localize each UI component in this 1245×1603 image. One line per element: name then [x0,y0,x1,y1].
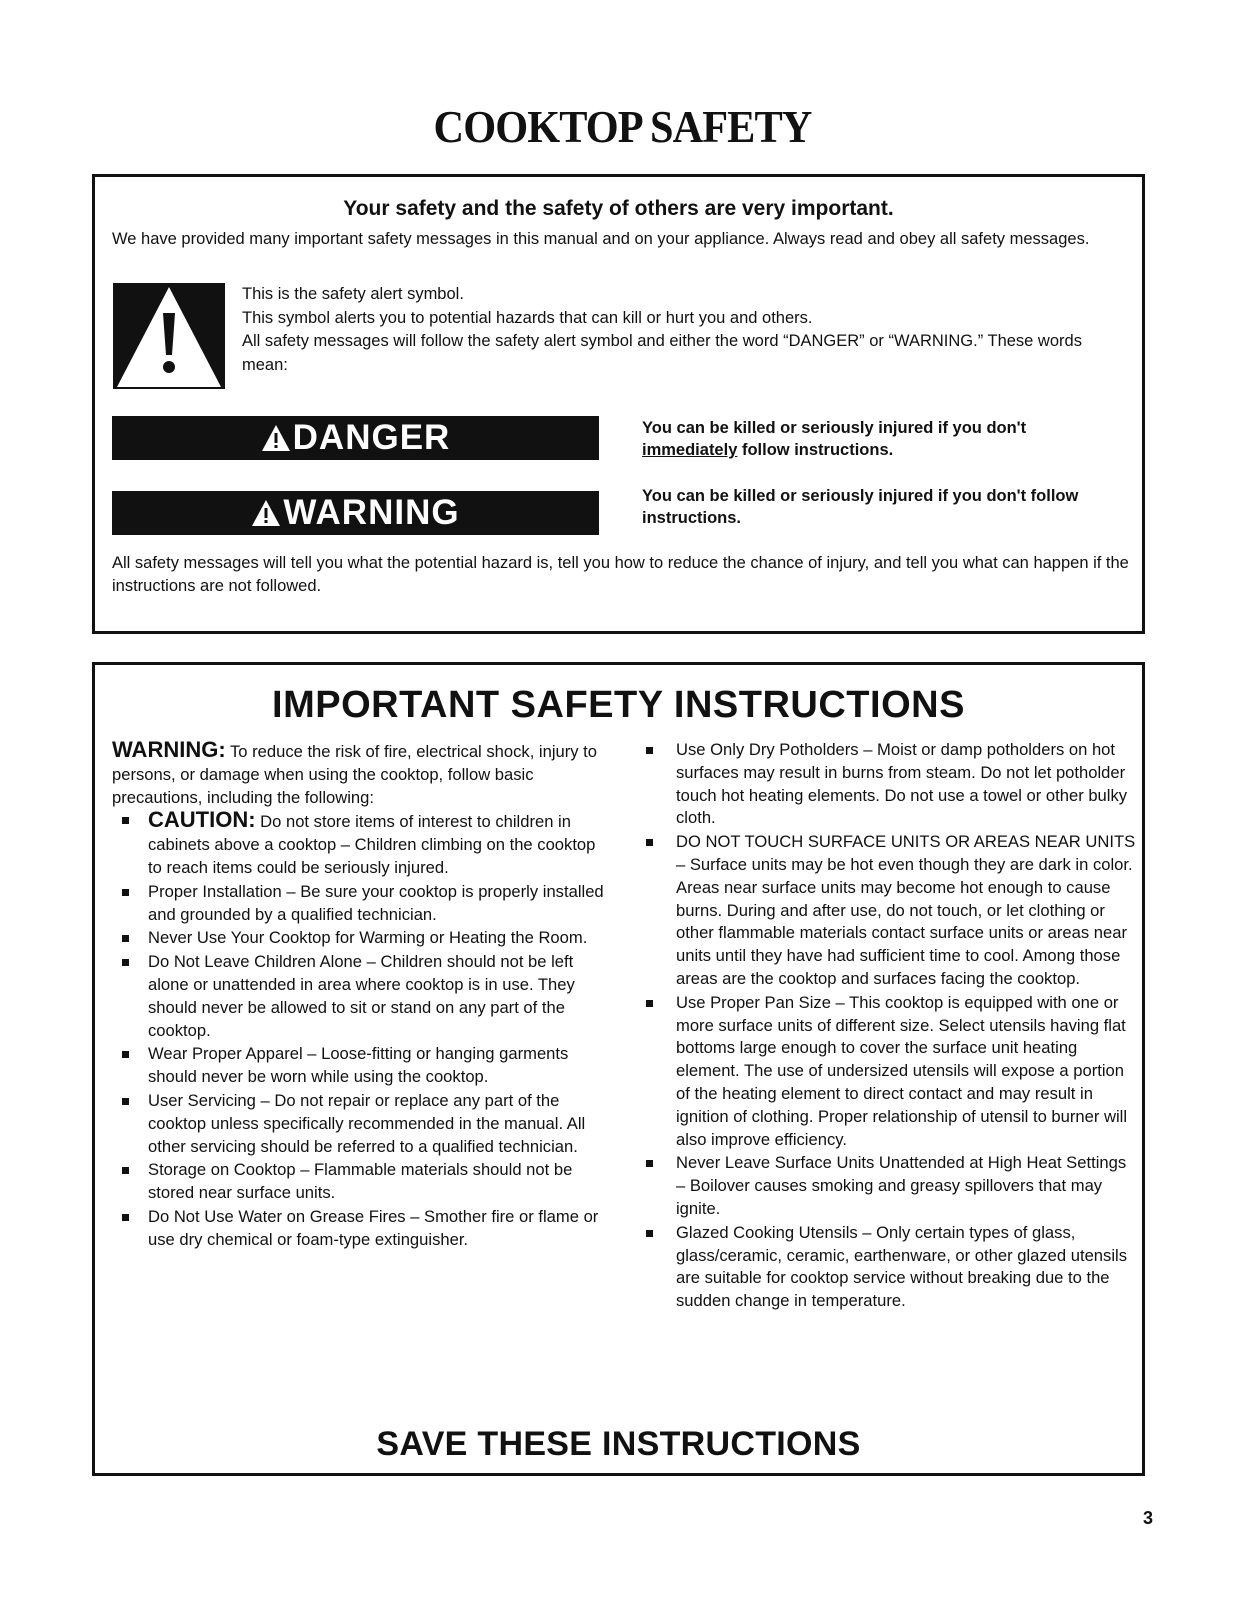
list-item [112,1043,612,1089]
list-item [638,992,1138,1152]
list-item-text: Glazed Cooking Utensils – Only certain types of glass, glass/ceramic, ceramic, earthenware, or other glazed utensils are suitable for cooktop service without breaking due to the sudden change in temperature. [676,1222,1127,1311]
safety-heading: Your safety and the safety of others are very important. [343,197,894,220]
list-item [112,1206,612,1252]
warning-signal-word [112,491,599,535]
list-item [638,1152,1138,1220]
instructions-right-column [638,739,1138,1314]
warning-triangle-icon [251,498,281,528]
bullet-icon [122,817,129,824]
alert-explanation [242,283,1102,377]
list-item [638,831,1138,991]
list-item-text: Do Not Use Water on Grease Fires – Smother fire or flame or use dry chemical or foam-type extinguisher. [148,1206,599,1249]
bullet-icon [122,889,129,896]
safety-alert-icon [113,283,225,389]
danger-text: You can be killed or seriously injured if you don't [642,419,1027,437]
bullet-icon [122,1098,129,1105]
list-item-text: Do Not Leave Children Alone – Children should not be left alone or unattended in area where cooktop is in use. They should never be allowed to sit or stand on any part of the cooktop. [148,952,575,1040]
bullet-icon [122,1051,129,1058]
warning-triangle-icon [261,423,291,453]
alert-line: This symbol alerts you to potential hazards that can kill or hurt you and others. [242,308,813,327]
warning-lead-label: WARNING: [112,737,226,762]
bullet-icon [646,747,653,754]
list-item-text: Use Proper Pan Size – This cooktop is equipped with one or more surface units of different size. Select utensils having flat bottoms large enough to cover the surface unit heating element. The use of undersized utensils will expose a portion of the heating element to direct contact and may result in ignition of clothing. Proper relationship of utensil to burner will also improve efficiency. [676,992,1128,1149]
important-instructions-box [92,662,1145,1476]
right-instruction-list [638,739,1138,1313]
alert-line: All safety messages will follow the safety alert symbol and either the word “DANGER” or “WARNING.” These words mean: [242,332,1082,374]
safety-message-box [92,174,1145,634]
list-item [112,1090,612,1158]
list-item-text: User Servicing – Do not repair or replace any part of the cooktop unless specifically recommended in the manual. All other servicing should be referred to a qualified technician. [148,1090,586,1156]
alert-line: This is the safety alert symbol. [242,285,464,303]
list-item-text: Storage on Cooktop – Flammable materials should not be stored near surface units. [148,1160,573,1203]
bullet-icon [646,1000,653,1007]
list-item [112,927,612,950]
list-item [112,881,612,927]
safety-outro: All safety messages will tell you what the potential hazard is, tell you how to reduce the chance of injury, and tell you what can happen if the instructions are not followed. [112,554,1129,595]
danger-label: DANGER [292,418,451,457]
list-item-text: Use Only Dry Potholders – Moist or damp potholders on hot surfaces may result in burns from steam. Do not let potholder touch hot heating elements. Do not use a towel or other bulky cloth. [676,740,1128,828]
list-item [638,739,1138,830]
list-item [638,1222,1138,1313]
list-item [112,809,612,879]
list-item [112,1159,612,1205]
danger-description [642,417,1132,461]
bullet-icon [122,1167,129,1174]
danger-emphasis: immediately [642,441,738,459]
warning-paragraph [112,739,612,809]
list-item [112,951,612,1042]
bullet-icon [646,839,653,846]
list-item-text: DO NOT TOUCH SURFACE UNITS OR AREAS NEAR UNITS – Surface units may be hot even though they are dark in color. Areas near surface units may become hot enough to cause burns. During and after use, do not touch, or let clothing or other flammable materials contact surface units or areas near units until they have had sufficient time to cool. Among those areas are the cooktop and surfaces facing the cooktop. [676,832,1136,988]
bullet-icon [646,1230,653,1237]
list-item-text: Never Leave Surface Units Unattended at High Heat Settings – Boilover causes smoking and greasy spillovers that may ignite. [676,1153,1127,1218]
warning-lead-text: To reduce the risk of fire, electrical shock, injury to persons, or damage when using the cooktop, follow basic precautions, including the following: [112,742,598,807]
left-instruction-list [112,809,612,1251]
page-title: COOKTOP SAFETY [433,101,812,152]
list-item-text: Never Use Your Cooktop for Warming or Heating the Room. [148,928,588,948]
bullet-icon [122,959,129,966]
list-item-text: Proper Installation – Be sure your cooktop is properly installed and grounded by a qualified technician. [148,881,604,924]
danger-text-end: follow instructions. [737,441,894,459]
instructions-left-column [112,739,612,1253]
caution-text: Do not store items of interest to children in cabinets above a cooktop – Children climbing on the cooktop to reach items could be seriously injured. [148,812,596,877]
bullet-icon [122,1214,129,1221]
warning-description: You can be killed or seriously injured if you don't follow instructions. [642,487,1079,527]
warning-label: WARNING [283,493,460,532]
caution-label: CAUTION: [148,807,256,833]
bullet-icon [122,935,129,942]
instructions-title: IMPORTANT SAFETY INSTRUCTIONS [272,684,965,726]
page-number: 3 [1143,1508,1154,1528]
safety-intro: We have provided many important safety messages in this manual and on your appliance. Always read and obey all safety messages. [112,230,1090,248]
danger-signal-word [112,416,599,460]
save-instructions-footer: SAVE THESE INSTRUCTIONS [376,1425,861,1463]
list-item-text: Wear Proper Apparel – Loose-fitting or hanging garments should never be worn while using the cooktop. [148,1044,569,1087]
bullet-icon [646,1160,653,1167]
